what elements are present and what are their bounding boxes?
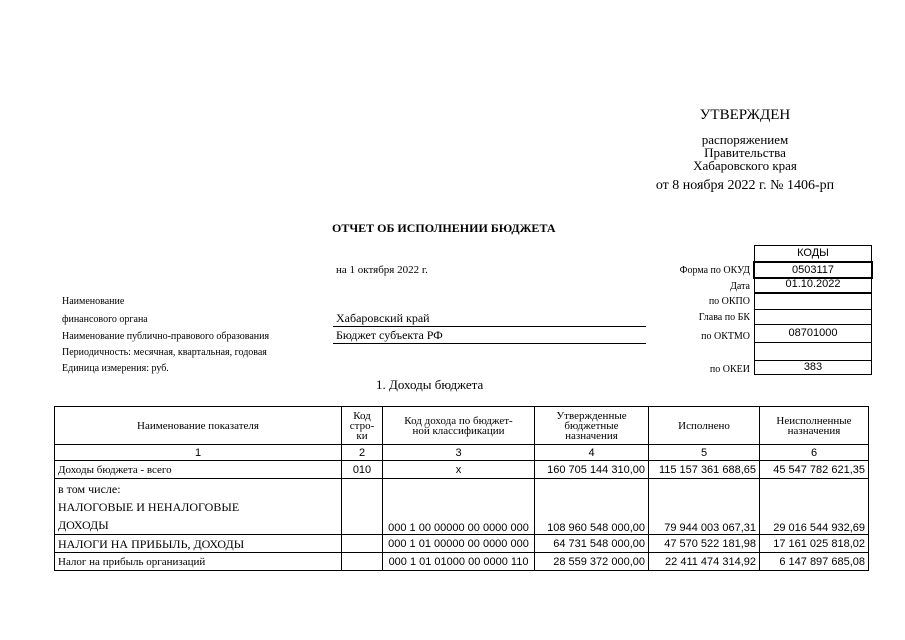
approval-title: УТВЕРЖДЕН xyxy=(699,107,791,123)
okpo-value xyxy=(754,293,872,310)
approval-line-4: от 8 ноября 2022 г. № 1406-рп xyxy=(655,178,835,193)
table-row xyxy=(55,461,869,479)
unit-label: Единица измерения: руб. xyxy=(62,363,169,374)
name-label-1: Наименование xyxy=(62,296,125,307)
okpo-label: по ОКПО xyxy=(708,296,750,307)
report-date: на 1 октября 2022 г. xyxy=(336,264,428,276)
col-number: 1 xyxy=(55,445,342,461)
period-label: Периодичность: месячная, квартальная, годовая xyxy=(62,347,267,358)
row-approved: 160 705 144 310,00 xyxy=(535,461,649,479)
table-row xyxy=(55,479,869,535)
approval-line-3: Хабаровского края xyxy=(693,158,797,173)
row-done: 22 411 474 314,92 xyxy=(649,553,760,571)
row-code: 000 1 00 00000 00 0000 000 xyxy=(383,479,535,535)
report-title: ОТЧЕТ ОБ ИСПОЛНЕНИИ БЮДЖЕТА xyxy=(332,221,556,235)
col-number: 6 xyxy=(760,445,869,461)
header-done: Исполнено xyxy=(649,407,760,445)
row-code: 000 1 01 00000 00 0000 000 xyxy=(383,535,535,553)
section-title: 1. Доходы бюджета xyxy=(376,377,484,392)
header-approved: Утвержденные бюджетные назначения xyxy=(535,407,649,445)
row-name: Налог на прибыль организаций xyxy=(55,553,342,571)
bk-label: Глава по БК xyxy=(698,312,750,323)
okud-value: 0503117 xyxy=(753,261,873,279)
col-number: 2 xyxy=(342,445,383,461)
oktmo-value: 08701000 xyxy=(754,325,872,343)
okud-label: Форма по ОКУД xyxy=(679,265,750,276)
bk-value xyxy=(754,309,872,325)
row-line xyxy=(342,479,383,535)
row-line xyxy=(342,553,383,571)
row-approved: 28 559 372 000,00 xyxy=(535,553,649,571)
okei-label: по ОКЕИ xyxy=(709,364,750,375)
table-numbers-row xyxy=(55,445,869,461)
row-done: 79 944 003 067,31 xyxy=(649,479,760,535)
row-code: 000 1 01 01000 00 0000 110 xyxy=(383,553,535,571)
table-row xyxy=(55,535,869,553)
period-value xyxy=(754,343,872,361)
col-number: 3 xyxy=(383,445,535,461)
approval-line-1: распоряжением xyxy=(701,132,789,147)
row-done: 47 570 522 181,98 xyxy=(649,535,760,553)
row-undone: 45 547 782 621,35 xyxy=(760,461,869,479)
row-line: 010 xyxy=(342,461,383,479)
public-label: Наименование публично-правового образования xyxy=(62,331,270,342)
header-undone: Неисполненные назначения xyxy=(760,407,869,445)
row-approved: 108 960 548 000,00 xyxy=(535,479,649,535)
okei-value: 383 xyxy=(754,361,872,375)
income-table xyxy=(54,406,869,571)
fin-org-value: Хабаровский край xyxy=(333,311,646,327)
table-row xyxy=(55,553,869,571)
public-value: Бюджет субъекта РФ xyxy=(333,328,646,344)
row-undone: 6 147 897 685,08 xyxy=(760,553,869,571)
row-line xyxy=(342,535,383,553)
row-undone: 17 161 025 818,02 xyxy=(760,535,869,553)
date-label: Дата xyxy=(730,281,750,292)
col-number: 5 xyxy=(649,445,760,461)
row-name: в том числе: НАЛОГОВЫЕ И НЕНАЛОГОВЫЕ ДОХОДЫ xyxy=(55,479,342,535)
oktmo-label: по ОКТМО xyxy=(701,331,750,342)
header-line-code: Код стро- ки xyxy=(342,407,383,445)
date-value: 01.10.2022 xyxy=(754,277,872,293)
row-approved: 64 731 548 000,00 xyxy=(535,535,649,553)
row-name: НАЛОГИ НА ПРИБЫЛЬ, ДОХОДЫ xyxy=(55,535,342,553)
table-header-row xyxy=(55,407,869,445)
approval-line-2: Правительства xyxy=(704,145,786,160)
codes-header: КОДЫ xyxy=(754,245,872,261)
header-name: Наименование показателя xyxy=(55,407,342,445)
row-done: 115 157 361 688,65 xyxy=(649,461,760,479)
name-label-2: финансового органа xyxy=(62,314,148,325)
row-undone: 29 016 544 932,69 xyxy=(760,479,869,535)
header-income-code: Код дохода по бюджет- ной классификации xyxy=(383,407,535,445)
col-number: 4 xyxy=(535,445,649,461)
row-code: x xyxy=(383,461,535,479)
row-name: Доходы бюджета - всего xyxy=(55,461,342,479)
